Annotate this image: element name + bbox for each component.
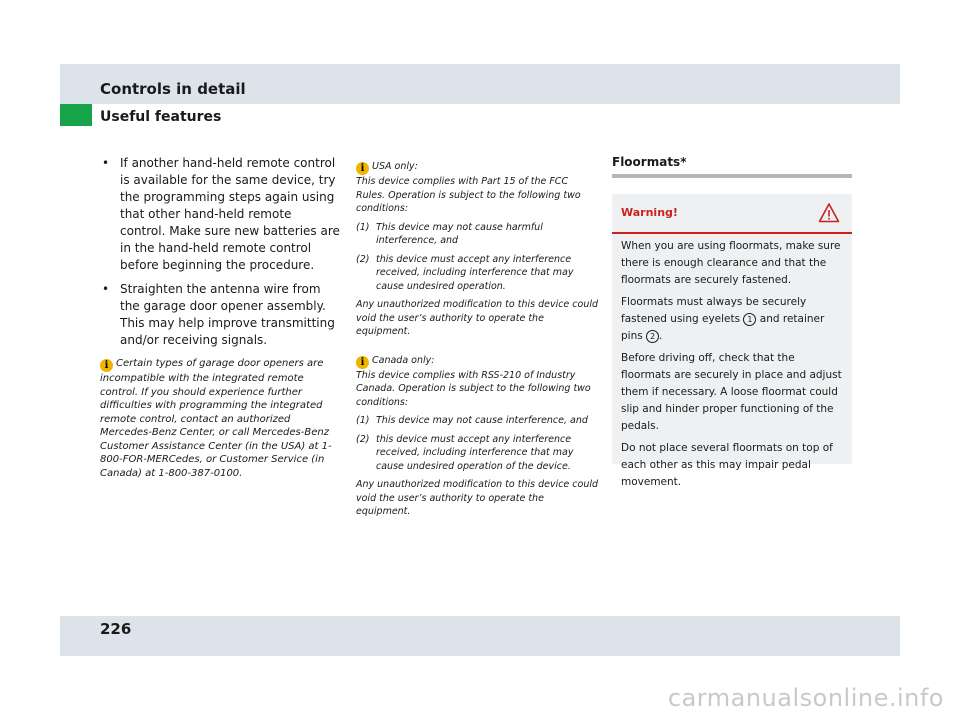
canada-closing: Any unauthorized modification to this device could void the user’s authority to operate the equipment. — [356, 479, 599, 517]
bullet-item — [100, 281, 340, 349]
canada-notice — [356, 354, 600, 519]
condition-number: (1) — [356, 221, 370, 233]
usa-closing: Any unauthorized modification to this device could void the user’s authority to operate the equipment. — [356, 299, 599, 337]
condition-text: This device may not cause harmful interference, and — [376, 221, 543, 246]
condition-item — [356, 414, 600, 428]
warning-divider — [612, 232, 852, 234]
condition-text: This device may not cause interference, and — [376, 415, 588, 426]
usa-notice — [356, 160, 600, 339]
bullet-item — [100, 155, 340, 274]
footer-band — [60, 616, 900, 656]
eyelet-marker: 1 — [743, 313, 756, 326]
info-note — [100, 357, 340, 480]
bullet-glyph: • — [102, 156, 110, 170]
info-icon: i — [356, 162, 369, 175]
section-tab-marker — [60, 104, 92, 126]
warning-body — [621, 238, 845, 496]
canada-intro: This device complies with RSS-210 of Industry Canada. Operation is subject to the following two conditions: — [356, 369, 591, 408]
retainer-pin-marker: 2 — [646, 330, 659, 343]
condition-number: (1) — [356, 415, 370, 426]
condition-number: (2) — [356, 433, 370, 445]
section-divider — [612, 174, 852, 178]
page-title: Controls in detail — [100, 80, 246, 98]
page-subtitle: Useful features — [100, 109, 222, 125]
warning-paragraph: Before driving off, check that the floormats are securely in place and adjust them if necessary. A loose floormat could slip and hinder proper functioning of the pedals. — [621, 352, 842, 432]
condition-item — [356, 433, 600, 474]
condition-item — [356, 221, 600, 248]
info-icon: i — [100, 359, 113, 372]
canada-heading: Canada only: — [372, 354, 435, 366]
page-number: 226 — [100, 620, 132, 638]
warning-label: Warning! — [621, 206, 678, 219]
warning-paragraph: Floormats must always be securely fastened using eyelets 1 and retainer pins 2 . — [621, 296, 825, 342]
warning-triangle-icon — [818, 202, 840, 224]
warning-box — [612, 194, 852, 488]
condition-number: (2) — [356, 253, 370, 265]
warning-paragraph: When you are using floormats, make sure there is enough clearance and that the floormats are securely fastened. — [621, 240, 841, 286]
usa-heading: USA only: — [372, 161, 418, 172]
info-note-text: Certain types of garage door openers are incompatible with the integrated remote control. If you should experience further difficulties with programming the integrated remote control, contact an authorized Mercedes-Benz Center, or call Mercedes-Benz Customer Assistance Center (in the USA) at 1-800-FOR-MERCedes, or Customer Service (in Canada) at 1-800-387-0100. — [100, 358, 332, 479]
condition-item — [356, 253, 600, 294]
left-column — [100, 155, 340, 480]
info-icon: i — [356, 356, 369, 369]
bullet-text: If another hand-held remote control is available for the same device, try the programming steps again using that other hand-held remote control. Make sure new batteries are in the hand-held remote control before beginning the procedure. — [120, 156, 340, 272]
watermark: carmanualsonline.info — [667, 684, 944, 712]
bullet-glyph: • — [102, 282, 110, 296]
bullet-text: Straighten the antenna wire from the garage door opener assembly. This may help improve transmitting and/or receiving signals. — [120, 282, 335, 347]
warning-paragraph: Do not place several floormats on top of each other as this may impair pedal movement. — [621, 442, 833, 488]
section-title-floormats: Floormats* — [612, 155, 687, 169]
usa-intro: This device complies with Part 15 of the FCC Rules. Operation is subject to the following two conditions: — [356, 176, 581, 214]
condition-text: this device must accept any interference received, including interference that may cause undesired operation of the device. — [376, 433, 574, 472]
condition-text: this device must accept any interference received, including interference that may cause undesired operation. — [376, 253, 574, 292]
middle-column — [356, 160, 600, 524]
